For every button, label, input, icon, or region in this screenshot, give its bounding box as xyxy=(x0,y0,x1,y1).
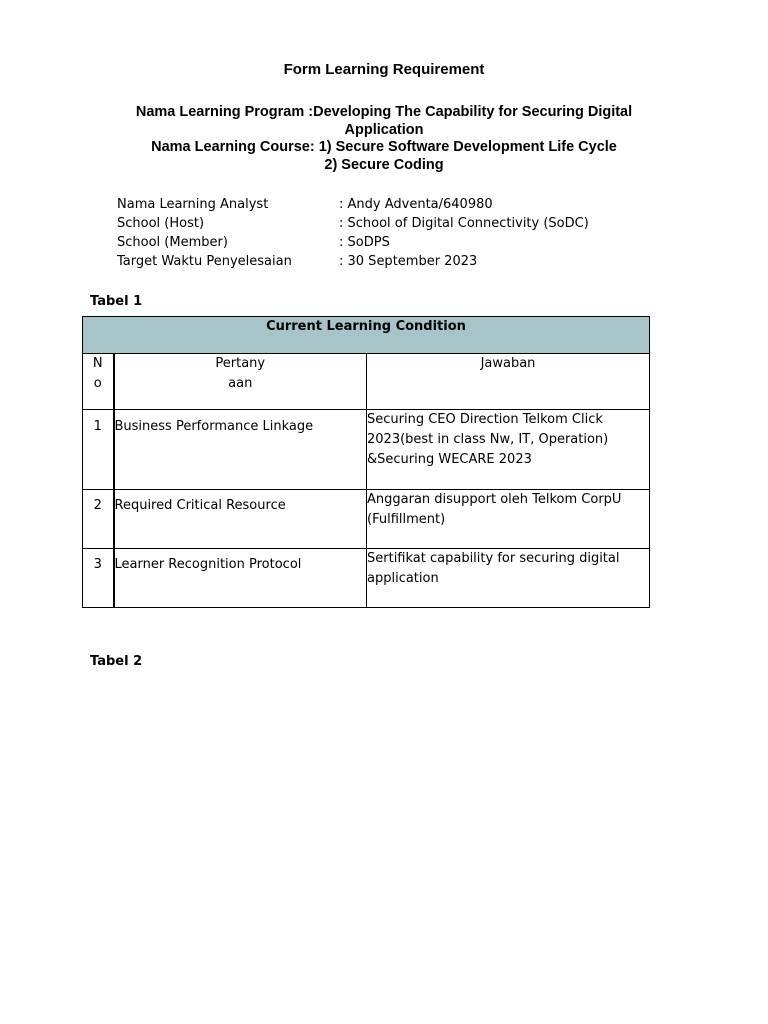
info-label: School (Host) xyxy=(117,216,205,231)
course-line-2: 2) Secure Coding xyxy=(324,156,444,173)
info-row-host xyxy=(117,214,589,233)
col-header-answer xyxy=(367,354,650,410)
program-line-1: Nama Learning Program :Developing The Capability for Securing Digital xyxy=(135,104,633,120)
row-question: Learner Recognition Protocol xyxy=(114,549,367,608)
info-label: School (Member) xyxy=(117,235,228,250)
col-header-question-text: Pertanyaan xyxy=(215,356,266,391)
info-row-member xyxy=(117,233,589,252)
row-number: 1 xyxy=(83,410,114,490)
info-row-analyst xyxy=(117,195,589,214)
col-header-question xyxy=(114,354,367,410)
info-value: : Andy Adventa/640980 xyxy=(339,197,493,212)
program-heading xyxy=(110,104,658,174)
program-line-2: Application xyxy=(344,121,424,138)
info-value: : School of Digital Connectivity (SoDC) xyxy=(339,216,589,231)
table-row xyxy=(83,549,650,608)
row-question: Business Performance Linkage xyxy=(114,410,367,490)
row-answer: Sertifikat capability for securing digital application xyxy=(367,549,650,608)
info-label: Target Waktu Penyelesaian xyxy=(117,254,292,269)
row-number: 3 xyxy=(83,549,114,608)
tabel-2-label: Tabel 2 xyxy=(90,654,143,669)
form-title: Form Learning Requirement xyxy=(283,61,485,78)
info-value: : 30 September 2023 xyxy=(339,254,478,269)
info-value: : SoDPS xyxy=(339,235,390,250)
row-answer: Anggaran disupport oleh Telkom CorpU (Fulfillment) xyxy=(367,490,650,549)
row-number: 2 xyxy=(83,490,114,549)
learning-condition-table xyxy=(82,316,650,608)
row-answer: Securing CEO Direction Telkom Click 2023(best in class Nw, IT, Operation) &Securing WECARE 2023 xyxy=(367,410,650,490)
info-label: Nama Learning Analyst xyxy=(117,197,269,212)
table-row xyxy=(83,490,650,549)
col-header-no xyxy=(83,354,114,410)
info-row-target xyxy=(117,252,589,271)
tabel-1-label: Tabel 1 xyxy=(90,294,143,309)
table-row xyxy=(83,410,650,490)
course-line-1: Nama Learning Course: 1) Secure Software Development Life Cycle xyxy=(151,139,617,155)
info-block xyxy=(117,195,589,271)
col-header-answer-text: Jawaban xyxy=(480,356,536,371)
col-header-no-text: No xyxy=(92,356,103,391)
row-question: Required Critical Resource xyxy=(114,490,367,549)
table-heading: Current Learning Condition xyxy=(83,317,650,354)
